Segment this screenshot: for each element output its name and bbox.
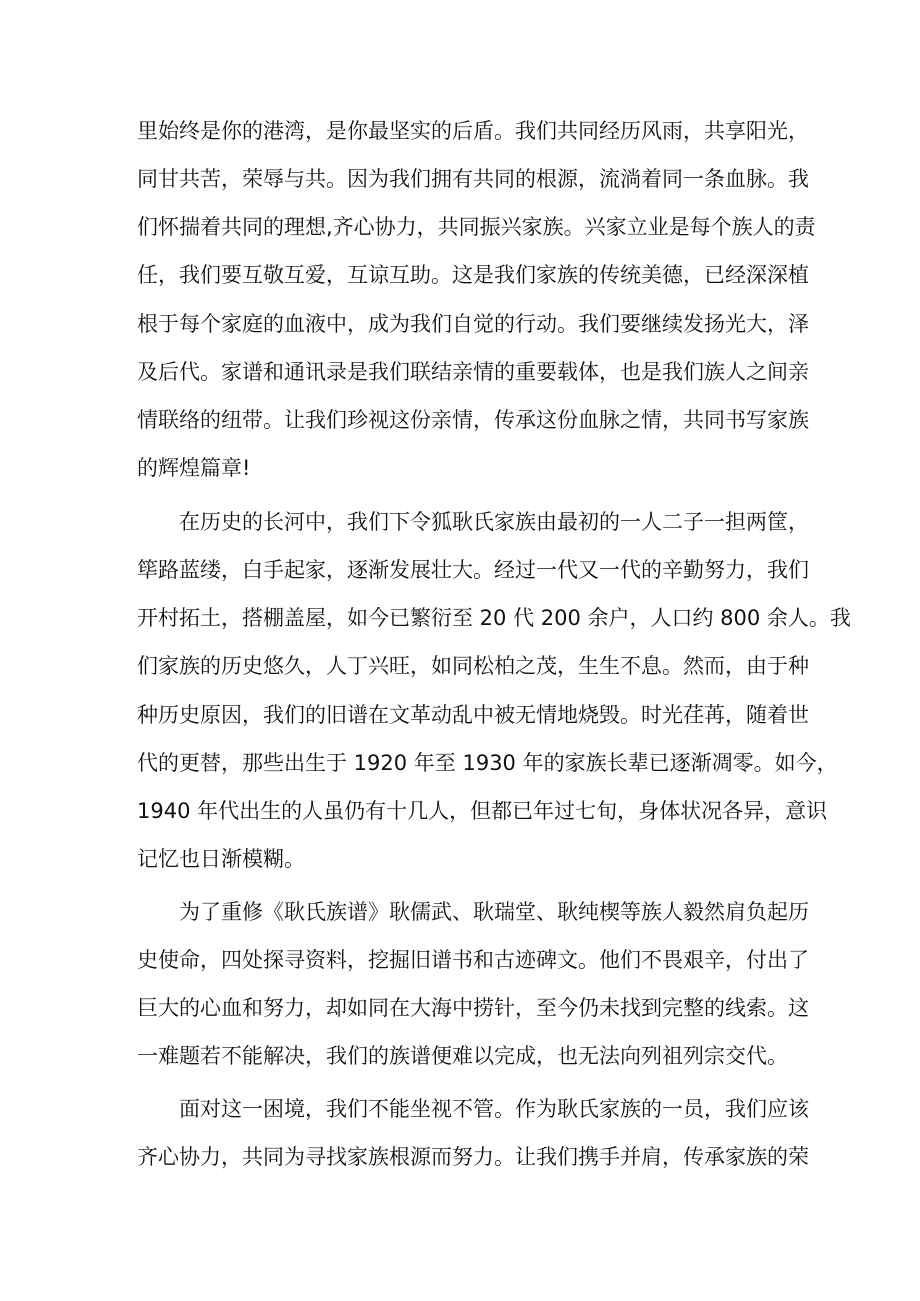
text-line: 面对这一困境，我们不能坐视不管。作为耿氏家族的一员，我们应该 <box>179 1097 809 1121</box>
text-line: 为了重修《耿氏族谱》耿儒武、耿瑞堂、耿纯楔等族人毅然肩负起历 <box>179 900 809 924</box>
text-line: 代的更替，那些出生于 1920 年至 1930 年的家族长辈已逐渐凋零。如今， <box>137 751 838 775</box>
text-line: 根于每个家庭的血液中，成为我们自觉的行动。我们要继续发扬光大，泽 <box>137 312 809 336</box>
text-line: 及后代。家谱和通讯录是我们联结亲情的重要载体，也是我们族人之间亲 <box>137 360 809 384</box>
text-line: 在历史的长河中，我们下令狐耿氏家族由最初的一人二子一担两筐， <box>179 510 809 534</box>
text-line: 齐心协力，共同为寻找家族根源而努力。让我们携手并肩，传承家族的荣 <box>137 1145 809 1169</box>
text-line: 的辉煌篇章! <box>137 456 251 480</box>
text-line: 种历史原因，我们的旧谱在文革动乱中被无情地烧毁。时光荏苒，随着世 <box>137 703 809 727</box>
text-line: 一难题若不能解决，我们的族谱便难以完成，也无法向列祖列宗交代。 <box>137 1044 788 1068</box>
text-line: 开村拓土，搭棚盖屋，如今已繁衍至 20 代 200 余户，人口约 800 余人。我 <box>137 606 851 630</box>
text-line: 情联络的纽带。让我们珍视这份亲情，传承这份血脉之情，共同书写家族 <box>137 408 809 432</box>
text-line: 们家族的历史悠久，人丁兴旺，如同松柏之茂，生生不息。然而，由于种 <box>137 654 809 678</box>
text-line: 筚路蓝缕，白手起家，逐渐发展壮大。经过一代又一代的辛勤努力，我们 <box>137 558 809 582</box>
text-line: 里始终是你的港湾，是你最坚实的后盾。我们共同经历风雨，共享阳光， <box>137 119 809 143</box>
text-line: 任，我们要互敬互爱，互谅互助。这是我们家族的传统美德，已经深深植 <box>137 263 809 287</box>
text-line: 巨大的心血和努力，却如同在大海中捞针，至今仍未找到完整的线索。这 <box>137 996 809 1020</box>
text-line: 们怀揣着共同的理想,齐心协力，共同振兴家族。兴家立业是每个族人的责 <box>137 215 816 239</box>
text-line: 1940 年代出生的人虽仍有十几人，但都已年过七旬，身体状况各异，意识 <box>137 799 828 823</box>
text-line: 史使命，四处探寻资料，挖掘旧谱书和古迹碑文。他们不畏艰辛，付出了 <box>137 948 809 972</box>
text-line: 记忆也日渐模糊。 <box>137 847 305 871</box>
text-line: 同甘共苦，荣辱与共。因为我们拥有共同的根源，流淌着同一条血脉。我 <box>137 167 809 191</box>
